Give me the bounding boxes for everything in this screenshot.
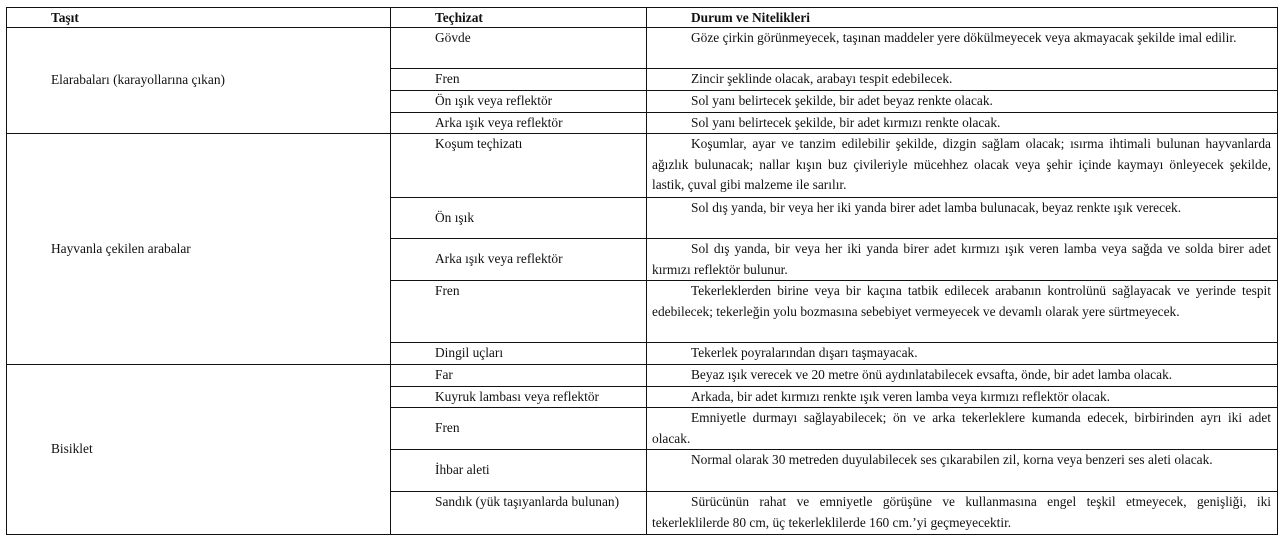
equipment-cell: Gövde [391,28,647,69]
vehicle-cell: Bisiklet [7,365,391,535]
description-cell [647,69,1278,91]
equipment-cell: Ön ışık veya reflektör [391,91,647,113]
description-text: Tekerlek poyralarından dışarı taşmayacak. [691,345,918,360]
description-cell [647,343,1278,365]
equipment-cell: Arka ışık veya reflektör [391,239,647,281]
description-text: Tekerleklerden birine veya bir kaçına tatbik edilecek arabanın kontrolünü sağlayacak ve yerinde tespit edebilecek; tekerleğin yolu bozmasına sebebiyet vermeyecek ve devamlı olarak yere sürtmeyecek. [652,283,1271,319]
description-text: Göze çirkin görünmeyecek, taşınan maddeler yere dökülmeyecek veya akmayacak şekilde imal edilir. [691,30,1237,45]
description-text: Arkada, bir adet kırmızı renkte ışık veren lamba veya kırmızı reflektör olacak. [691,388,1111,404]
header-equipment: Teçhizat [391,8,647,28]
description-cell [647,386,1278,408]
description-cell [647,450,1278,492]
equipment-cell: Far [391,365,647,387]
description-text: Sol dış yanda, bir veya her iki yanda birer adet kırmızı ışık veren lamba veya sağda ve solda birer adet kırmızı reflektör bulunur. [652,241,1271,277]
description-cell [647,28,1278,69]
equipment-cell: İhbar aleti [391,450,647,492]
table-header-row [7,8,1278,28]
description-cell [647,198,1278,239]
description-text: Zincir şeklinde olacak, arabayı tespit edebilecek. [691,71,953,86]
description-cell [647,112,1278,134]
vehicle-equipment-table [6,7,1278,535]
table-row [7,134,1278,198]
description-cell [647,408,1278,450]
header-conditions: Durum ve Nitelikleri [647,8,1278,28]
description-text: Koşumlar, ayar ve tanzim edilebilir şekilde, dizgin sağlam olacak; ısırma ihtimali bulunan hayvanlarda ağızlık bulunacak; nallar kışın buz çivileriyle mücehhez olacak veya şehir içinde kaymayı önleyecek şekilde, lastik, çuval gibi malzeme ile sarılır. [652,136,1271,192]
description-cell [647,281,1278,343]
equipment-cell: Sandık (yük taşıyanlarda bulunan) [391,492,647,535]
description-text: Sol dış yanda, bir veya her iki yanda birer adet lamba bulunacak, beyaz renkte ışık verecek. [691,200,1182,215]
equipment-cell: Kuyruk lambası veya reflektör [391,386,647,408]
description-text: Emniyetle durmayı sağlayabilecek; ön ve arka tekerleklere kumanda edecek, birbirinden ayrı iki adet olacak. [652,410,1271,446]
table-row [7,28,1278,69]
description-cell [647,91,1278,113]
equipment-cell: Ön ışık [391,198,647,239]
header-vehicle: Taşıt [7,8,391,28]
description-text: Beyaz ışık verecek ve 20 metre önü aydınlatabilecek evsafta, önde, bir adet lamba olacak. [691,367,1173,382]
description-cell [647,239,1278,281]
description-cell [647,492,1278,535]
equipment-cell: Arka ışık veya reflektör [391,112,647,134]
description-text: Normal olarak 30 metreden duyulabilecek ses çıkarabilen zil, korna veya benzeri ses aleti olacak. [691,452,1213,467]
table-row [7,365,1278,387]
equipment-cell: Fren [391,281,647,343]
description-cell [647,365,1278,387]
description-cell [647,134,1278,198]
description-text: Sol yanı belirtecek şekilde, bir adet beyaz renkte olacak. [691,93,993,108]
equipment-cell: Koşum teçhizatı [391,134,647,198]
description-text: Sürücünün rahat ve emniyetle görüşüne ve kullanmasına engel teşkil etmeyecek, genişliği, iki tekerleklilerde 80 cm, üç tekerleklilerde 160 cm.’yi geçmeyecektir. [652,494,1271,530]
vehicle-cell: Elarabaları (karayollarına çıkan) [7,28,391,134]
description-text: Sol yanı belirtecek şekilde, bir adet kırmızı renkte olacak. [691,114,1001,130]
equipment-cell: Fren [391,408,647,450]
equipment-cell: Dingil uçları [391,343,647,365]
vehicle-cell: Hayvanla çekilen arabalar [7,134,391,365]
equipment-cell: Fren [391,69,647,91]
